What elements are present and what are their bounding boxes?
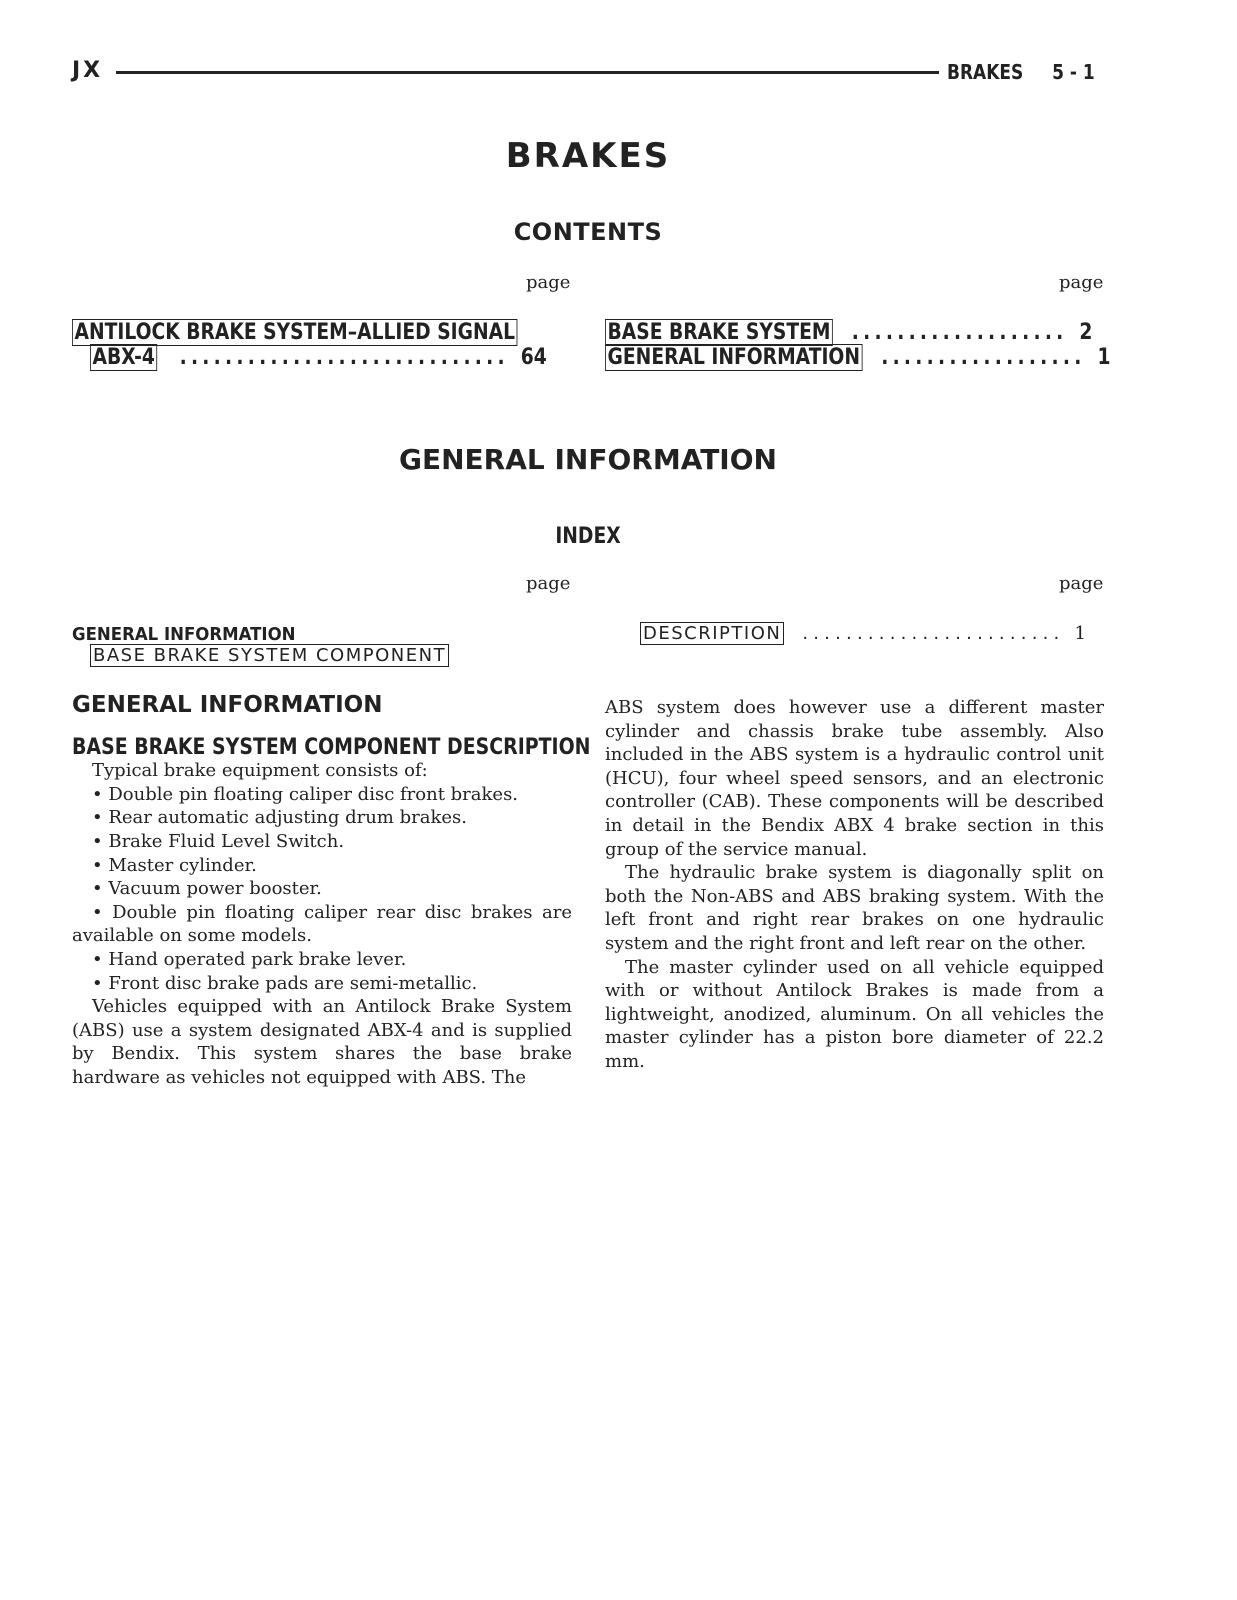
header-page-number: 5 - 1 xyxy=(1052,60,1095,84)
bullet-item: • Double pin floating caliper rear disc brakes are available on some models. xyxy=(72,901,572,947)
body-column-right xyxy=(605,696,1104,1074)
header-rule xyxy=(116,71,939,74)
body-column-left xyxy=(72,692,591,1090)
index-page-label-right: page xyxy=(1059,573,1104,594)
index-link-base-brake-component[interactable] xyxy=(90,645,449,666)
toc-link-base-brake[interactable]: BASE BRAKE SYSTEM xyxy=(605,319,833,346)
toc-link-abx4[interactable]: ABX-4 xyxy=(90,344,157,371)
bullet-item: • Master cylinder. xyxy=(92,854,257,876)
bullet-item: • Vacuum power booster. xyxy=(92,878,322,900)
toc-link-antilock-line1[interactable]: ANTILOCK BRAKE SYSTEM–ALLIED SIGNAL xyxy=(72,319,518,346)
bullet-item: • Brake Fluid Level Switch. xyxy=(92,830,345,852)
toc-page-number: 2 xyxy=(1079,320,1093,345)
toc-dots: ............................. xyxy=(179,345,509,370)
body-section-heading: GENERAL INFORMATION xyxy=(72,692,383,718)
body-paragraph: The hydraulic brake system is diagonally split on both the Non-ABS and ABS braking system. With the left front and right rear brakes on one hydraulic system and the right front and left rear on the other. xyxy=(605,862,1104,954)
body-paragraph: The master cylinder used on all vehicle equipped with or without Antilock Brakes is made from a lightweight, anodized, aluminum. On all vehicles the master cylinder has a piston bore diameter of 22.2 mm. xyxy=(605,956,1104,1072)
section-title: GENERAL INFORMATION xyxy=(399,443,777,476)
toc-page-number: 1 xyxy=(1097,345,1111,370)
toc-dots: .................. xyxy=(881,345,1086,370)
intro-text: Typical brake equipment consists of: xyxy=(92,760,428,782)
bullet-item: • Front disc brake pads are semi-metallic. xyxy=(92,972,478,994)
body-paragraph: Vehicles equipped with an Antilock Brake System (ABS) use a system designated ABX-4 and is supplied by Bendix. This system shares the base brake hardware as vehicles not equipped with ABS. The xyxy=(72,996,572,1088)
index-dots: ........................ xyxy=(802,623,1065,644)
toc-link-general-info[interactable]: GENERAL INFORMATION xyxy=(605,344,863,371)
index-entry-description xyxy=(640,623,1086,644)
index-heading: GENERAL INFORMATION xyxy=(72,624,296,645)
index-page-label-left: page xyxy=(526,573,571,594)
contents-title: CONTENTS xyxy=(513,218,663,246)
index-title: INDEX xyxy=(555,524,621,549)
page-title: BRAKES xyxy=(505,136,671,176)
contents-page-label-right: page xyxy=(1059,272,1104,293)
contents-page-label-left: page xyxy=(526,272,571,293)
toc-entry-general-info xyxy=(605,345,1111,370)
index-link-description[interactable]: DESCRIPTION xyxy=(640,622,784,645)
header-section xyxy=(947,60,1095,84)
header-model: JX xyxy=(72,58,104,83)
toc-link-antilock[interactable] xyxy=(72,320,518,345)
bullet-item: • Double pin floating caliper disc front brakes. xyxy=(92,783,519,805)
index-page-number: 1 xyxy=(1074,623,1086,644)
body-sub-heading: BASE BRAKE SYSTEM COMPONENT DESCRIPTION xyxy=(72,734,591,760)
toc-entry-antilock-line2 xyxy=(90,345,547,370)
toc-entry-base-brake xyxy=(605,320,1092,345)
index-link-text[interactable]: BASE BRAKE SYSTEM COMPONENT xyxy=(90,644,449,667)
bullet-item: • Rear automatic adjusting drum brakes. xyxy=(92,807,467,829)
bullet-item: • Hand operated park brake lever. xyxy=(92,948,407,970)
header-section-name: BRAKES xyxy=(947,60,1024,84)
toc-dots: ................... xyxy=(851,320,1068,345)
toc-page-number: 64 xyxy=(520,345,547,370)
body-paragraph: ABS system does however use a different master cylinder and chassis brake tube assembly. Also included in the ABS system is a hydraulic control unit (HCU), four wheel speed sensors, and an electronic controller (CAB). These components will be described in detail in the Bendix ABX 4 brake section in this group of the service manual. xyxy=(605,697,1104,860)
